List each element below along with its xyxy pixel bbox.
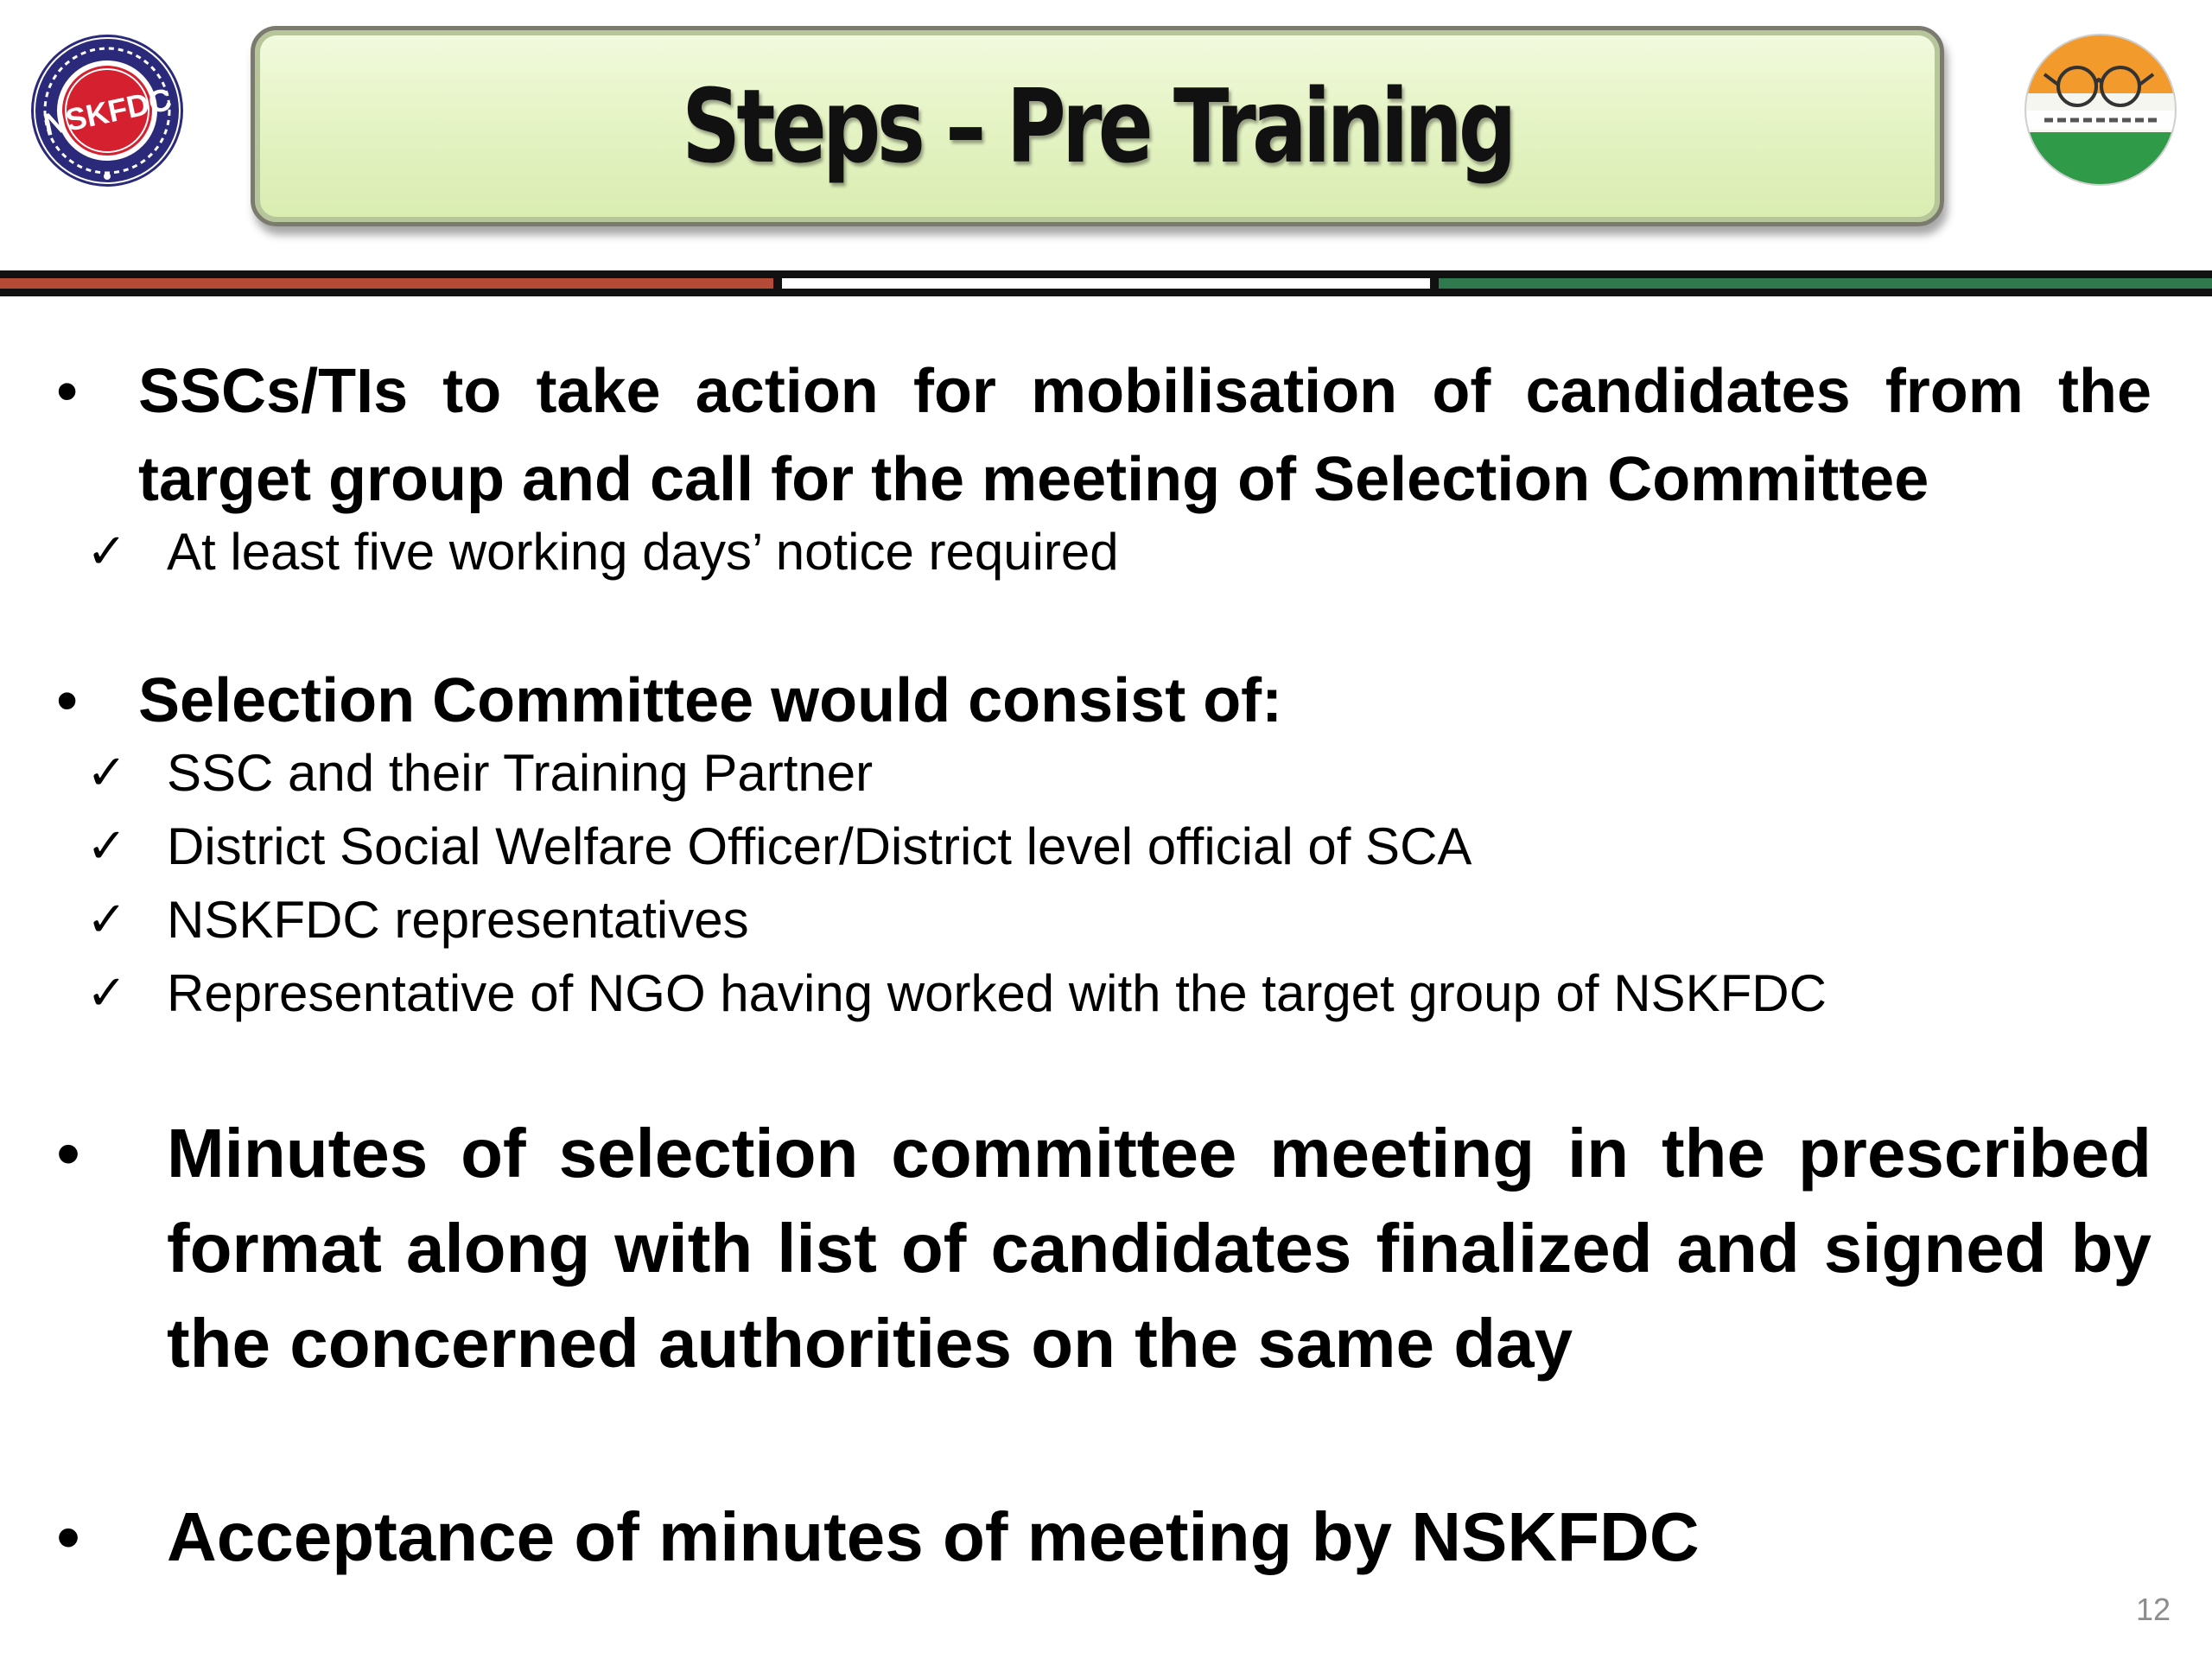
bullet-dot: •: [56, 1498, 81, 1575]
bullet-text: SSCs/TIs to take action for mobilisation of candidates from the target group and call for the meeting of Selection Committee: [138, 357, 2152, 514]
list-item-text: SSC and their Training Partner: [167, 744, 874, 802]
list-item: [86, 957, 2154, 1030]
list-item-text: Representative of NGO having worked with the target group of NSKFDC: [167, 964, 1827, 1022]
checkmark-icon: ✓: [86, 965, 127, 1021]
checkmark-icon: ✓: [86, 818, 127, 874]
divider-green-segment: [1439, 278, 2212, 289]
list-item: [86, 736, 2154, 810]
list-item: [86, 810, 2154, 883]
bullet-mobilisation: [56, 347, 2152, 524]
list-item-text: District Social Welfare Officer/District level official of SCA: [167, 817, 1472, 875]
page-number: 12: [2135, 1592, 2171, 1627]
page-title: Steps – Pre Training: [682, 67, 1513, 186]
sub-list-notice: [86, 515, 2154, 588]
checkmark-icon: ✓: [86, 524, 127, 580]
sub-list-committee-members: [86, 736, 2154, 1030]
bullet-dot: •: [56, 666, 79, 735]
divider-white-segment: [782, 278, 1430, 289]
bullet-dot: •: [56, 357, 79, 426]
list-item: [86, 883, 2154, 957]
bullet-acceptance: [56, 1490, 2152, 1585]
list-item: [86, 515, 2154, 588]
divider-saffron-segment: [0, 278, 773, 289]
checkmark-icon: ✓: [86, 745, 127, 801]
bullet-minutes: [56, 1106, 2152, 1391]
bullet-text: Minutes of selection committee meeting in the prescribed format along with list of candidates finalized and signed by the concerned authorities on the same day: [167, 1115, 2152, 1382]
swachh-bharat-logo: [2024, 33, 2177, 187]
bullet-dot: •: [56, 1115, 81, 1192]
nskfdc-logo: [29, 33, 185, 188]
list-item-text: At least five working days’ notice required: [167, 523, 1119, 581]
checkmark-icon: ✓: [86, 892, 127, 948]
bullet-selection-committee: [56, 657, 2152, 745]
nskfdc-logo-text: NSKFDC: [40, 80, 175, 143]
bullet-text: Acceptance of minutes of meeting by NSKFDC: [167, 1498, 1700, 1575]
list-item-text: NSKFDC representatives: [167, 891, 749, 949]
tricolour-divider: [0, 270, 2212, 296]
title-banner: [251, 26, 1944, 226]
bullet-text: Selection Committee would consist of:: [138, 666, 1283, 735]
